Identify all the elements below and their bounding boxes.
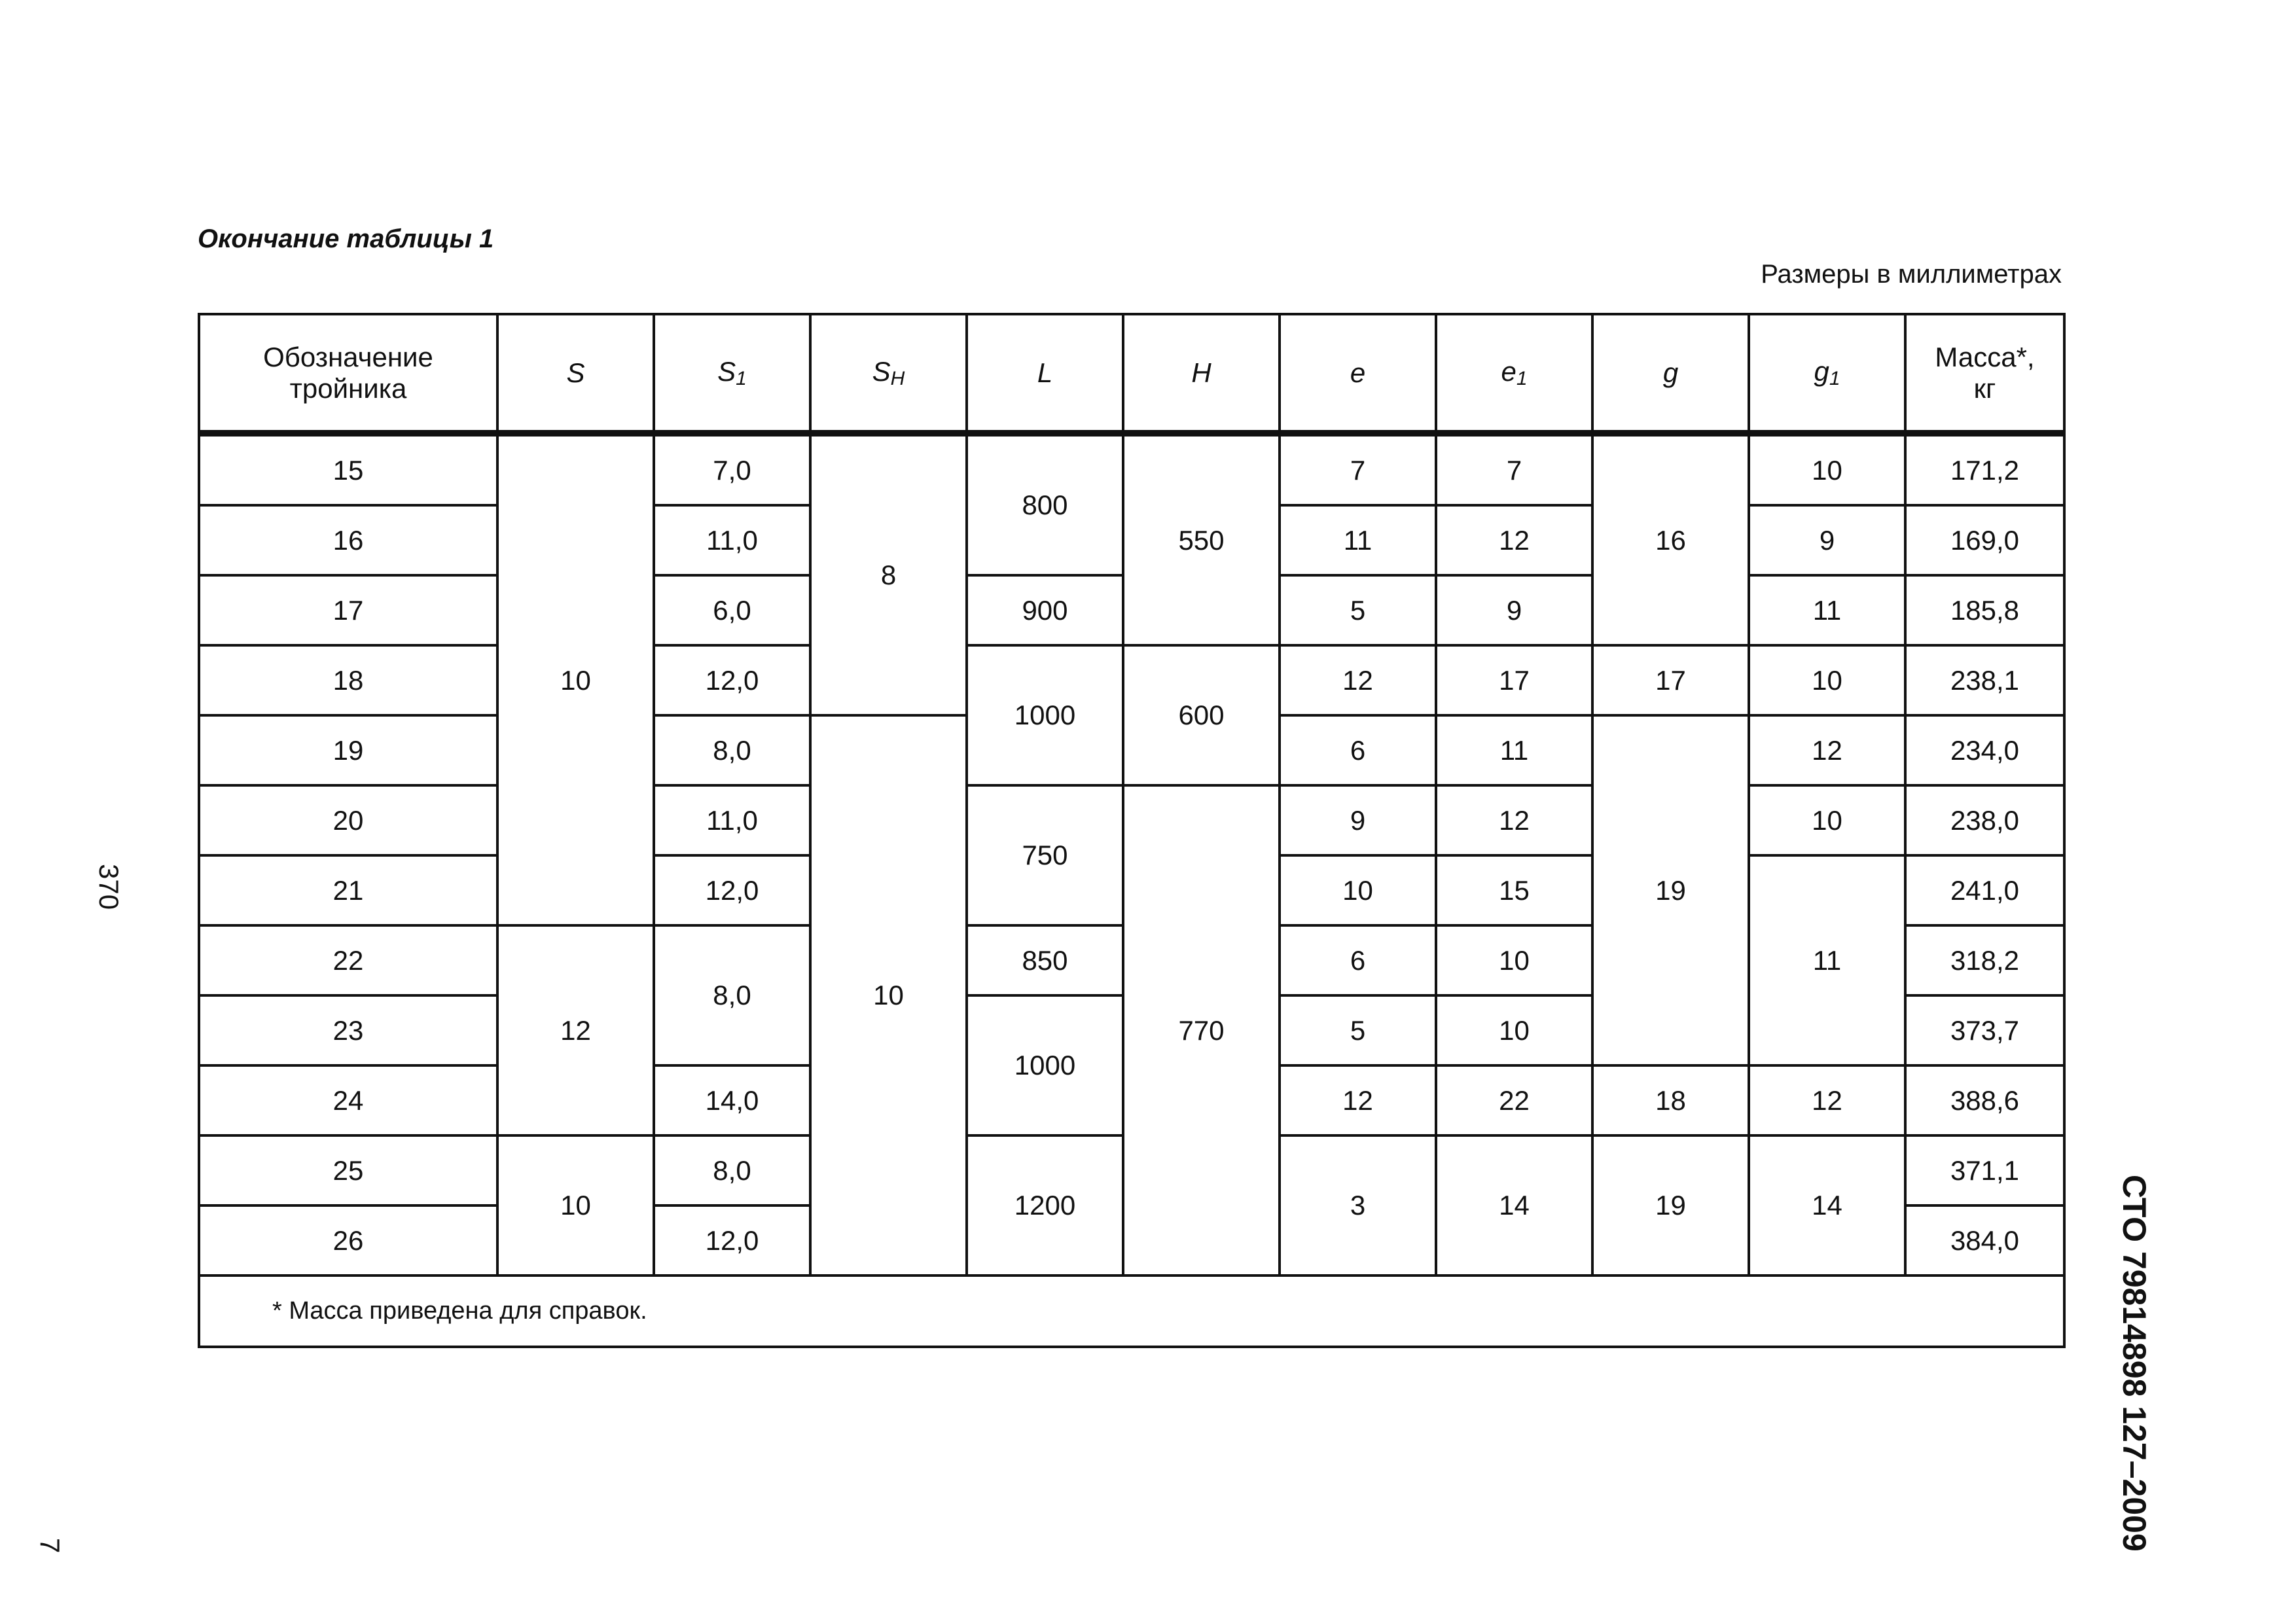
cell-mass: 373,7 — [1905, 995, 2064, 1065]
cell-g: 19 — [1592, 1135, 1749, 1275]
cell-e: 6 — [1280, 715, 1436, 785]
page-number: 370 — [94, 864, 124, 910]
cell-e1: 15 — [1436, 855, 1592, 925]
cell-g1: 12 — [1749, 715, 1905, 785]
cell-e: 12 — [1280, 645, 1436, 715]
cell-designation: 24 — [199, 1065, 497, 1135]
cell-e: 9 — [1280, 785, 1436, 855]
cell-e: 11 — [1280, 505, 1436, 575]
header-e1-label: e — [1501, 355, 1516, 387]
table-row — [199, 645, 2064, 715]
table-header-row — [199, 314, 2064, 433]
cell-e1: 17 — [1436, 645, 1592, 715]
document-code: СТО 79814898 127–2009 — [2116, 1175, 2153, 1552]
cell-e1: 12 — [1436, 785, 1592, 855]
table-row — [199, 433, 2064, 505]
header-e-label: e — [1350, 357, 1366, 388]
cell-sh: 10 — [810, 715, 967, 1275]
cell-mass: 371,1 — [1905, 1135, 2064, 1205]
cell-e1: 14 — [1436, 1135, 1592, 1275]
cell-designation: 20 — [199, 785, 497, 855]
cell-e1: 12 — [1436, 505, 1592, 575]
cell-e1: 7 — [1436, 433, 1592, 505]
cell-h: 600 — [1123, 645, 1280, 785]
cell-s1: 8,0 — [654, 1135, 810, 1205]
cell-s: 12 — [497, 925, 654, 1135]
cell-mass: 238,1 — [1905, 645, 2064, 715]
cell-s1: 12,0 — [654, 855, 810, 925]
cell-e1: 22 — [1436, 1065, 1592, 1135]
cell-l: 1200 — [967, 1135, 1123, 1275]
cell-mass: 318,2 — [1905, 925, 2064, 995]
cell-mass: 185,8 — [1905, 575, 2064, 645]
cell-e: 7 — [1280, 433, 1436, 505]
cell-e: 5 — [1280, 575, 1436, 645]
table-row — [199, 785, 2064, 855]
cell-l: 750 — [967, 785, 1123, 925]
cell-designation: 26 — [199, 1205, 497, 1275]
cell-g: 18 — [1592, 1065, 1749, 1135]
cell-g1: 9 — [1749, 505, 1905, 575]
cell-e: 5 — [1280, 995, 1436, 1065]
header-s-label: S — [566, 357, 585, 388]
cell-g1: 10 — [1749, 645, 1905, 715]
cell-s1: 6,0 — [654, 575, 810, 645]
header-h — [1123, 314, 1280, 433]
cell-e1: 9 — [1436, 575, 1592, 645]
cell-s1: 12,0 — [654, 645, 810, 715]
cell-s1: 8,0 — [654, 715, 810, 785]
header-s1-label: S — [717, 355, 736, 387]
header-g1 — [1749, 314, 1905, 433]
cell-mass: 169,0 — [1905, 505, 2064, 575]
footnote: * Масса приведена для справок. — [199, 1275, 2064, 1347]
cell-h: 550 — [1123, 433, 1280, 645]
footnote-row — [199, 1275, 2064, 1347]
header-l-label: L — [1037, 357, 1053, 388]
cell-s: 10 — [497, 1135, 654, 1275]
header-e — [1280, 314, 1436, 433]
cell-s1: 8,0 — [654, 925, 810, 1065]
header-e1-subscript: 1 — [1516, 367, 1528, 389]
cell-g1: 14 — [1749, 1135, 1905, 1275]
header-designation-line1: Обозначение — [263, 341, 433, 372]
cell-l: 900 — [967, 575, 1123, 645]
header-g1-label: g — [1814, 355, 1829, 387]
cell-g1: 10 — [1749, 433, 1905, 505]
page-number-left: 7 — [35, 1538, 65, 1554]
cell-designation: 17 — [199, 575, 497, 645]
cell-h: 770 — [1123, 785, 1280, 1275]
cell-mass: 241,0 — [1905, 855, 2064, 925]
cell-mass: 384,0 — [1905, 1205, 2064, 1275]
header-designation-line2: тройника — [289, 372, 407, 404]
cell-g1: 12 — [1749, 1065, 1905, 1135]
cell-e: 10 — [1280, 855, 1436, 925]
header-h-label: H — [1191, 357, 1211, 388]
cell-g: 17 — [1592, 645, 1749, 715]
cell-l: 800 — [967, 433, 1123, 575]
cell-designation: 16 — [199, 505, 497, 575]
cell-l: 850 — [967, 925, 1123, 995]
cell-e: 12 — [1280, 1065, 1436, 1135]
cell-s1: 7,0 — [654, 433, 810, 505]
cell-mass: 171,2 — [1905, 433, 2064, 505]
cell-e1: 10 — [1436, 995, 1592, 1065]
cell-g: 16 — [1592, 433, 1749, 645]
cell-l: 1000 — [967, 995, 1123, 1135]
cell-s1: 12,0 — [654, 1205, 810, 1275]
header-sh-subscript: Н — [890, 367, 905, 389]
cell-g: 19 — [1592, 715, 1749, 1065]
cell-designation: 19 — [199, 715, 497, 785]
cell-designation: 23 — [199, 995, 497, 1065]
cell-s: 10 — [497, 433, 654, 925]
cell-e: 6 — [1280, 925, 1436, 995]
cell-s1: 11,0 — [654, 505, 810, 575]
header-g — [1592, 314, 1749, 433]
cell-designation: 21 — [199, 855, 497, 925]
cell-mass: 234,0 — [1905, 715, 2064, 785]
header-g1-subscript: 1 — [1829, 367, 1840, 389]
cell-designation: 18 — [199, 645, 497, 715]
header-sh — [810, 314, 967, 433]
cell-designation: 22 — [199, 925, 497, 995]
header-s1 — [654, 314, 810, 433]
header-mass — [1905, 314, 2064, 433]
header-sh-label: S — [872, 355, 891, 387]
cell-e: 3 — [1280, 1135, 1436, 1275]
cell-g1: 11 — [1749, 575, 1905, 645]
cell-designation: 15 — [199, 433, 497, 505]
header-s1-subscript: 1 — [736, 367, 747, 389]
cell-mass: 238,0 — [1905, 785, 2064, 855]
header-s — [497, 314, 654, 433]
cell-g1: 11 — [1749, 855, 1905, 1065]
units-note: Размеры в миллиметрах — [1761, 260, 2062, 289]
cell-sh: 8 — [810, 433, 967, 715]
cell-g1: 10 — [1749, 785, 1905, 855]
cell-mass: 388,6 — [1905, 1065, 2064, 1135]
cell-e1: 11 — [1436, 715, 1592, 785]
cell-s1: 14,0 — [654, 1065, 810, 1135]
cell-s1: 11,0 — [654, 785, 810, 855]
table-caption: Окончание таблицы 1 — [198, 224, 494, 253]
cell-l: 1000 — [967, 645, 1123, 785]
tee-dimensions-table — [198, 313, 2066, 1348]
header-l — [967, 314, 1123, 433]
cell-e1: 10 — [1436, 925, 1592, 995]
header-mass-line2: кг — [1973, 372, 1996, 404]
header-e1 — [1436, 314, 1592, 433]
header-mass-line1: Масса*, — [1935, 341, 2035, 372]
cell-designation: 25 — [199, 1135, 497, 1205]
header-g-label: g — [1662, 357, 1679, 388]
header-designation — [199, 314, 497, 433]
